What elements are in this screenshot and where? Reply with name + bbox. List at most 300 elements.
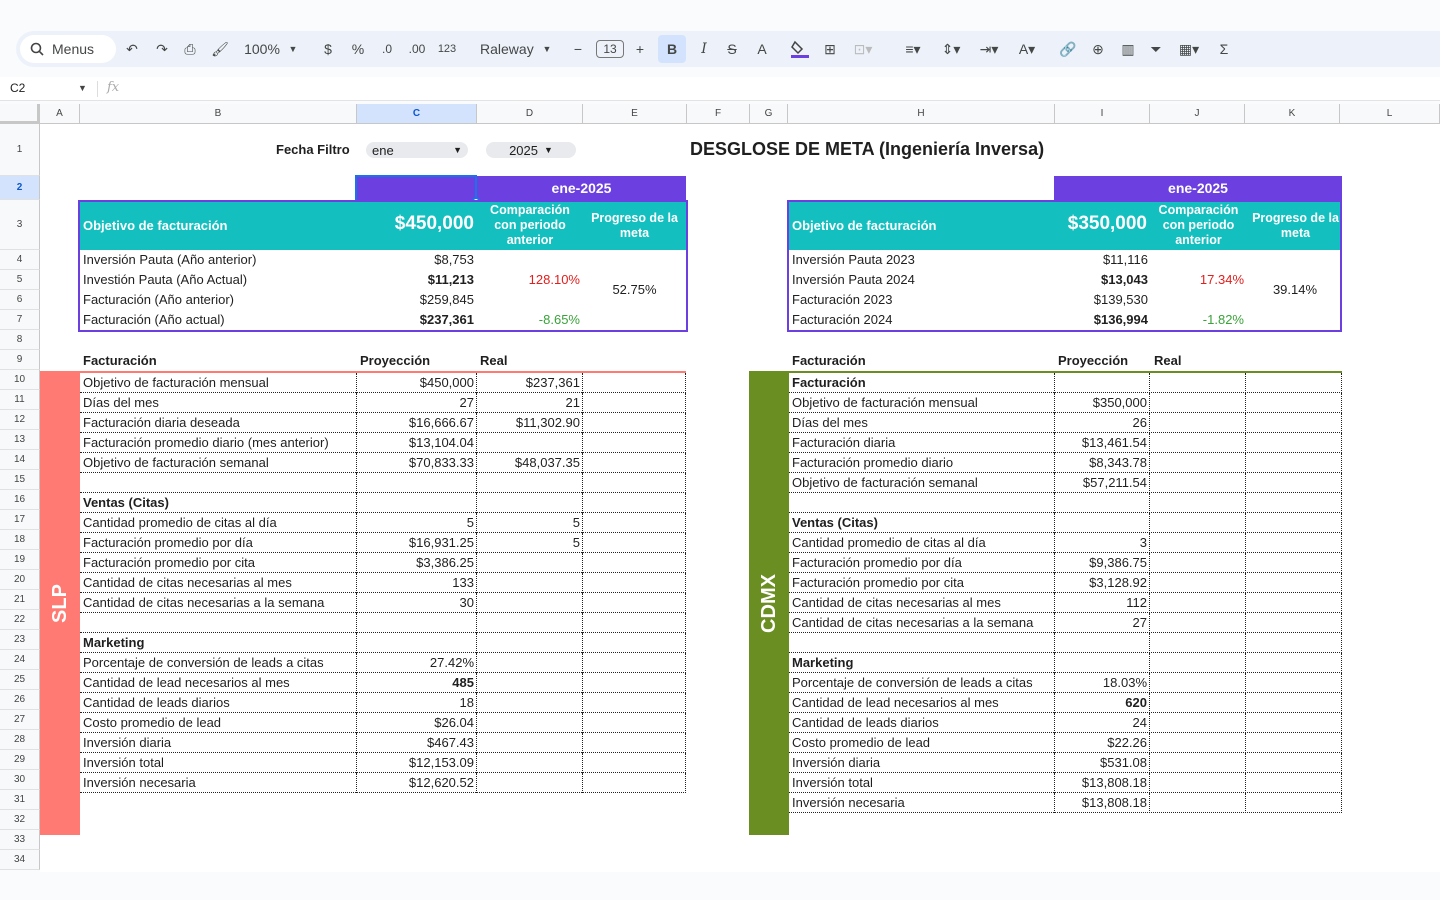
row-label: Inversión total xyxy=(792,775,873,790)
cell-divider xyxy=(1245,653,1246,673)
cell-divider xyxy=(1341,373,1342,393)
row-label: Marketing xyxy=(792,655,854,670)
currency-label: $ xyxy=(324,41,332,57)
real-value: $237,361 xyxy=(525,375,580,390)
real-value: 21 xyxy=(565,395,580,410)
cell-divider xyxy=(476,773,477,793)
cell-divider xyxy=(1341,613,1342,633)
chevron-down-icon: ▼ xyxy=(453,145,462,155)
cell-divider xyxy=(1149,673,1150,693)
row-label: Cantidad de citas necesarias al mes xyxy=(83,575,292,590)
row-header-10[interactable]: 10 xyxy=(0,370,40,390)
cell-divider xyxy=(685,513,686,533)
cell-divider xyxy=(1245,753,1246,773)
text-color-button[interactable] xyxy=(750,31,774,67)
cell-divider xyxy=(582,573,583,593)
cell-divider xyxy=(582,493,583,513)
cell-divider xyxy=(685,393,686,413)
month-value: ene xyxy=(372,142,394,158)
left-objective-value: $450,000 xyxy=(394,213,474,234)
link-icon[interactable]: 🔗 xyxy=(1059,40,1077,57)
cell-divider xyxy=(582,633,583,653)
table-row[interactable] xyxy=(789,373,1342,393)
left-summary-value: $11,213 xyxy=(427,272,474,287)
cell-divider xyxy=(1341,673,1342,693)
projection-value: $3,128.92 xyxy=(1089,575,1147,590)
cell-divider xyxy=(685,713,686,733)
menus-search[interactable] xyxy=(20,35,116,63)
italic-button[interactable] xyxy=(692,31,716,67)
projection-value: $26.04 xyxy=(434,715,474,730)
row-header-8[interactable]: 8 xyxy=(0,330,40,350)
cell-divider xyxy=(685,573,686,593)
right-real-header: Real xyxy=(1154,353,1182,368)
filter-label: Fecha Filtro xyxy=(276,142,350,157)
row-header-16[interactable]: 16 xyxy=(0,490,40,510)
strikethrough-button[interactable] xyxy=(720,31,744,67)
projection-value: 27.42% xyxy=(429,655,474,670)
cell-divider xyxy=(1054,633,1055,653)
right-projection-header: Proyección xyxy=(1058,353,1129,368)
row-label: Objetivo de facturación semanal xyxy=(792,475,978,490)
row-header-34[interactable]: 34 xyxy=(0,850,40,870)
row-header-22[interactable]: 22 xyxy=(0,610,40,630)
left-projection-header: Proyección xyxy=(360,353,431,368)
column-header-a[interactable]: A xyxy=(40,104,80,124)
cell-divider xyxy=(685,553,686,573)
cell-divider xyxy=(1341,413,1342,433)
projection-value: $16,931.25 xyxy=(408,535,474,550)
cell-divider xyxy=(1341,553,1342,573)
cell-divider xyxy=(1341,733,1342,753)
cell-divider xyxy=(685,433,686,453)
row-label: Facturación promedio por cita xyxy=(83,555,255,570)
cell-divider xyxy=(476,653,477,673)
cell-divider xyxy=(685,693,686,713)
cell-divider xyxy=(1341,533,1342,553)
row-label: Cantidad promedio de citas al día xyxy=(83,515,277,530)
row-label: Cantidad de lead necesarios al mes xyxy=(792,695,999,710)
left-real-header: Real xyxy=(480,353,508,368)
cell-divider xyxy=(1245,633,1246,653)
row-header-19[interactable]: 19 xyxy=(0,550,40,570)
row-label: Inversión necesaria xyxy=(792,795,905,810)
cell-divider xyxy=(582,753,583,773)
table-row[interactable] xyxy=(789,653,1342,673)
left-summary-value: $8,753 xyxy=(434,252,474,267)
cell-divider xyxy=(685,613,686,633)
right-summary-label: Inversión Pauta 2024 xyxy=(792,272,915,287)
cdmx-label: CDMX xyxy=(757,574,780,633)
row-header-13[interactable]: 13 xyxy=(0,430,40,450)
cell-divider xyxy=(1149,693,1150,713)
row-label: Marketing xyxy=(83,635,145,650)
projection-value: 30 xyxy=(459,595,474,610)
right-summary-label: Inversión Pauta 2023 xyxy=(792,252,915,267)
row-header-4[interactable]: 4 xyxy=(0,250,40,270)
right-comparison-facturacion: -1.82% xyxy=(1202,312,1244,327)
fx-icon: fx xyxy=(107,80,120,95)
cell-divider xyxy=(1149,493,1150,513)
right-section-title: Facturación xyxy=(792,353,866,368)
cell-divider xyxy=(1245,673,1246,693)
cell-divider xyxy=(1341,513,1342,533)
projection-value: $12,153.09 xyxy=(408,755,474,770)
left-comparison-facturacion: -8.65% xyxy=(538,312,580,327)
cell-divider xyxy=(356,613,357,633)
cell-divider xyxy=(476,433,477,453)
cell-divider xyxy=(1054,513,1055,533)
left-section-title: Facturación xyxy=(83,353,157,368)
cell-divider xyxy=(1341,433,1342,453)
projection-value: 26 xyxy=(1132,415,1147,430)
cell-divider xyxy=(1341,633,1342,653)
italic-label: I xyxy=(701,41,707,57)
comment-icon[interactable]: ⊕ xyxy=(1092,40,1104,57)
row-header-21[interactable]: 21 xyxy=(0,590,40,610)
table-icon[interactable]: ▦▾ xyxy=(1178,40,1200,57)
chevron-down-icon[interactable]: ▼ xyxy=(542,44,552,54)
right-progress-value: 39.14% xyxy=(1272,282,1318,297)
left-summary-label: Facturación (Año actual) xyxy=(83,312,225,327)
real-value: 5 xyxy=(572,515,580,530)
cell-divider xyxy=(1054,373,1055,393)
cell-divider xyxy=(685,533,686,553)
row-label: Objetivo de facturación mensual xyxy=(792,395,978,410)
table-row[interactable] xyxy=(80,613,686,633)
column-header-l[interactable]: L xyxy=(1340,104,1440,124)
chevron-down-icon: ▼ xyxy=(544,145,553,155)
row-label: Facturación promedio por cita xyxy=(792,575,964,590)
right-summary-value: $136,994 xyxy=(1093,312,1148,327)
cell-divider xyxy=(476,673,477,693)
cell-divider xyxy=(1341,493,1342,513)
cell-divider xyxy=(1149,773,1150,793)
column-header-e[interactable]: E xyxy=(583,104,687,124)
font-size-value: 13 xyxy=(596,40,623,58)
text-rotation-icon[interactable]: A▾ xyxy=(1018,40,1036,57)
column-header-k[interactable]: K xyxy=(1245,104,1340,124)
toolbar xyxy=(16,31,1440,67)
column-header-i[interactable]: I xyxy=(1055,104,1150,124)
row-label: Facturación promedio por día xyxy=(83,535,253,550)
projection-value: $9,386.75 xyxy=(1089,555,1147,570)
row-label: Cantidad de citas necesarias a la semana xyxy=(83,595,325,610)
row-header-15[interactable]: 15 xyxy=(0,470,40,490)
cell-divider xyxy=(1149,753,1150,773)
row-label: Objetivo de facturación mensual xyxy=(83,375,269,390)
cell-divider xyxy=(582,473,583,493)
row-label: Porcentaje de conversión de leads a citas xyxy=(83,655,324,670)
cell-divider xyxy=(1245,793,1246,813)
row-header-25[interactable]: 25 xyxy=(0,670,40,690)
left-summary-value: $259,845 xyxy=(419,292,474,307)
cell-divider xyxy=(1149,713,1150,733)
zoom-select[interactable] xyxy=(238,31,286,67)
row-header-9[interactable]: 9 xyxy=(0,350,40,370)
projection-value: 620 xyxy=(1125,695,1147,710)
column-header-h[interactable]: H xyxy=(788,104,1055,124)
projection-value: $467.43 xyxy=(427,735,474,750)
borders-icon[interactable]: ⊞ xyxy=(824,40,836,57)
right-summary-label: Facturación 2023 xyxy=(792,292,893,307)
projection-value: $531.08 xyxy=(1100,755,1147,770)
month-filter-select[interactable] xyxy=(366,142,468,158)
increase-decimal-button[interactable] xyxy=(404,31,430,67)
increase-decimal-label: .00 xyxy=(408,42,426,56)
cell-divider xyxy=(356,493,357,513)
projection-value: $12,620.52 xyxy=(408,775,474,790)
cell-divider xyxy=(1341,393,1342,413)
row-header-26[interactable]: 26 xyxy=(0,690,40,710)
cell-divider xyxy=(1341,473,1342,493)
cell-divider xyxy=(1149,593,1150,613)
projection-value: 112 xyxy=(1126,595,1147,610)
row-label: Inversión diaria xyxy=(83,735,172,750)
cell-divider xyxy=(1245,393,1246,413)
merge-cells-icon[interactable]: ⊡▾ xyxy=(853,40,873,57)
slp-label: SLP xyxy=(48,584,71,623)
zoom-value: 100% xyxy=(244,41,280,57)
decrease-decimal-label: .0 xyxy=(381,42,392,56)
cell-divider xyxy=(1149,613,1150,633)
paint-format-icon[interactable]: 🖌 xyxy=(211,40,229,57)
bold-button[interactable] xyxy=(658,35,686,63)
row-header-2[interactable]: 2 xyxy=(0,176,40,200)
projection-value: $57,211.54 xyxy=(1082,475,1147,490)
cell-divider xyxy=(1245,493,1246,513)
undo-icon[interactable]: ↶ xyxy=(126,40,138,57)
cell-divider xyxy=(685,453,686,473)
row-header-1[interactable]: 1 xyxy=(0,124,40,176)
column-header-f[interactable]: F xyxy=(687,104,750,124)
decrease-decimal-button[interactable] xyxy=(374,31,400,67)
text-wrap-icon[interactable]: ⇥▾ xyxy=(979,40,999,57)
increase-font-icon[interactable]: + xyxy=(635,41,645,57)
menus-label: Menus xyxy=(52,41,95,57)
selected-cell-c2[interactable] xyxy=(355,175,477,202)
cell-divider xyxy=(582,693,583,713)
cell-divider xyxy=(476,693,477,713)
row-header-7[interactable]: 7 xyxy=(0,310,40,330)
fill-color-icon[interactable] xyxy=(788,31,812,67)
column-header-d[interactable]: D xyxy=(477,104,583,124)
align-left-icon[interactable]: ≡▾ xyxy=(905,40,921,57)
row-header-24[interactable]: 24 xyxy=(0,650,40,670)
column-header-j[interactable]: J xyxy=(1150,104,1245,124)
row-label: Días del mes xyxy=(792,415,868,430)
chart-icon[interactable]: ▥ xyxy=(1121,40,1135,57)
cell-divider xyxy=(685,633,686,653)
chevron-down-icon[interactable]: ▼ xyxy=(78,83,87,93)
more-formats-button[interactable] xyxy=(434,31,460,67)
table-row[interactable] xyxy=(789,633,1342,653)
row-label: Facturación diaria xyxy=(792,435,896,450)
projection-value: $3,386.25 xyxy=(416,555,474,570)
projection-value: 27 xyxy=(459,395,474,410)
percent-button[interactable] xyxy=(346,31,370,67)
cell-divider xyxy=(476,553,477,573)
projection-value: $16,666.67 xyxy=(408,415,474,430)
row-label: Cantidad de lead necesarios al mes xyxy=(83,675,290,690)
row-label: Días del mes xyxy=(83,395,159,410)
more-formats-label: 123 xyxy=(437,43,457,55)
cell-divider xyxy=(1054,493,1055,513)
font-size-input[interactable] xyxy=(594,31,626,67)
row-header-14[interactable]: 14 xyxy=(0,450,40,470)
row-header-20[interactable]: 20 xyxy=(0,570,40,590)
projection-value: $13,808.18 xyxy=(1081,795,1147,810)
currency-button[interactable] xyxy=(316,31,340,67)
cell-divider xyxy=(1149,413,1150,433)
cell-divider xyxy=(476,733,477,753)
right-summary-value: $11,116 xyxy=(1102,252,1148,267)
right-period-header xyxy=(1054,176,1342,200)
filter-icon[interactable]: ⏷ xyxy=(1150,40,1162,57)
year-filter-select[interactable] xyxy=(486,142,576,158)
right-progress-label: Progreso de la meta xyxy=(1252,211,1339,240)
row-header-30[interactable]: 30 xyxy=(0,770,40,790)
projection-value: $450,000 xyxy=(419,375,474,390)
cell-divider xyxy=(476,493,477,513)
left-comparison-label: Comparación con periodo anterior xyxy=(490,203,570,247)
row-label: Porcentaje de conversión de leads a citas xyxy=(792,675,1033,690)
row-header-33[interactable]: 33 xyxy=(0,830,40,850)
cell-divider xyxy=(356,473,357,493)
projection-value: $8,343.78 xyxy=(1089,455,1147,470)
redo-icon[interactable]: ↷ xyxy=(156,40,168,57)
cell-divider xyxy=(1149,553,1150,573)
cell-divider xyxy=(582,773,583,793)
table-row[interactable] xyxy=(80,633,686,653)
cell-divider xyxy=(476,713,477,733)
name-box[interactable]: C2 xyxy=(10,81,26,95)
cell-divider xyxy=(582,613,583,633)
row-header-17[interactable]: 17 xyxy=(0,510,40,530)
cell-divider xyxy=(1245,433,1246,453)
table-row[interactable] xyxy=(789,493,1342,513)
functions-label: Σ xyxy=(1219,41,1229,57)
functions-button[interactable] xyxy=(1212,31,1236,67)
cell-divider xyxy=(685,753,686,773)
select-all-corner[interactable] xyxy=(0,104,40,124)
projection-value: $350,000 xyxy=(1092,395,1147,410)
cell-divider xyxy=(1245,533,1246,553)
cell-divider xyxy=(1149,533,1150,553)
cell-divider xyxy=(1149,453,1150,473)
cell-divider xyxy=(685,593,686,613)
row-header-28[interactable]: 28 xyxy=(0,730,40,750)
row-header-23[interactable]: 23 xyxy=(0,630,40,650)
sheet-grid[interactable] xyxy=(40,124,1440,872)
formula-separator xyxy=(97,81,98,97)
vertical-align-icon[interactable]: ⇕▾ xyxy=(941,40,961,57)
row-label: Cantidad de leads diarios xyxy=(83,695,230,710)
row-label: Cantidad promedio de citas al día xyxy=(792,535,986,550)
cell-divider xyxy=(476,633,477,653)
cell-divider xyxy=(582,733,583,753)
row-header-31[interactable]: 31 xyxy=(0,790,40,810)
row-header-32[interactable]: 32 xyxy=(0,810,40,830)
print-icon[interactable]: ⎙ xyxy=(184,40,196,57)
projection-value: $13,104.04 xyxy=(408,435,474,450)
row-header-29[interactable]: 29 xyxy=(0,750,40,770)
row-label: Facturación promedio por día xyxy=(792,555,962,570)
cell-divider xyxy=(1149,433,1150,453)
column-header-b[interactable]: B xyxy=(80,104,357,124)
decrease-font-icon[interactable]: − xyxy=(573,41,583,57)
page-title: DESGLOSE DE META (Ingeniería Inversa) xyxy=(690,139,1045,159)
cell-divider xyxy=(1341,453,1342,473)
row-header-6[interactable]: 6 xyxy=(0,290,40,310)
cell-divider xyxy=(356,633,357,653)
row-header-18[interactable]: 18 xyxy=(0,530,40,550)
cell-divider xyxy=(1245,773,1246,793)
right-comparison-pauta: 17.34% xyxy=(1199,272,1244,287)
cell-divider xyxy=(1341,793,1342,813)
cell-divider xyxy=(476,573,477,593)
column-header-g[interactable]: G xyxy=(750,104,788,124)
table-row[interactable] xyxy=(80,473,686,493)
cell-divider xyxy=(1245,573,1246,593)
cell-divider xyxy=(1245,713,1246,733)
row-header-12[interactable]: 12 xyxy=(0,410,40,430)
row-label: Facturación promedio diario (mes anterior) xyxy=(83,435,329,450)
cell-divider xyxy=(1149,733,1150,753)
cell-divider xyxy=(582,513,583,533)
row-label: Costo promedio de lead xyxy=(792,735,931,750)
cell-divider xyxy=(582,433,583,453)
cell-divider xyxy=(582,373,583,393)
row-header-27[interactable]: 27 xyxy=(0,710,40,730)
formula-bar xyxy=(0,77,1440,101)
cell-divider xyxy=(685,373,686,393)
cell-divider xyxy=(1149,473,1150,493)
table-row[interactable] xyxy=(80,493,686,513)
cell-divider xyxy=(582,453,583,473)
cell-divider xyxy=(1149,393,1150,413)
cell-divider xyxy=(582,533,583,553)
cell-divider xyxy=(1149,633,1150,653)
row-header-11[interactable]: 11 xyxy=(0,390,40,410)
projection-value: 18.03% xyxy=(1102,675,1147,690)
chevron-down-icon[interactable]: ▼ xyxy=(288,44,298,54)
percent-label: % xyxy=(351,41,365,57)
cell-divider xyxy=(582,653,583,673)
row-label: Ventas (Citas) xyxy=(83,495,169,510)
cell-divider xyxy=(1245,613,1246,633)
cell-divider xyxy=(1245,553,1246,573)
projection-value: 18 xyxy=(459,695,474,710)
cell-divider xyxy=(1149,513,1150,533)
left-summary-label: Inversión Pauta (Año anterior) xyxy=(83,252,257,267)
cell-divider xyxy=(1341,653,1342,673)
cell-divider xyxy=(1245,473,1246,493)
cell-divider xyxy=(1341,753,1342,773)
real-value: 5 xyxy=(572,535,580,550)
cell-divider xyxy=(1149,373,1150,393)
cell-divider xyxy=(476,473,477,493)
year-value: 2025 xyxy=(509,142,538,158)
projection-value: $22.26 xyxy=(1107,735,1147,750)
cell-divider xyxy=(685,733,686,753)
column-header-c[interactable]: C xyxy=(357,104,477,124)
strikethrough-label: S xyxy=(727,41,737,57)
row-header-3[interactable]: 3 xyxy=(0,200,40,250)
row-header-5[interactable]: 5 xyxy=(0,270,40,290)
cell-divider xyxy=(1054,653,1055,673)
projection-value: 485 xyxy=(452,675,474,690)
